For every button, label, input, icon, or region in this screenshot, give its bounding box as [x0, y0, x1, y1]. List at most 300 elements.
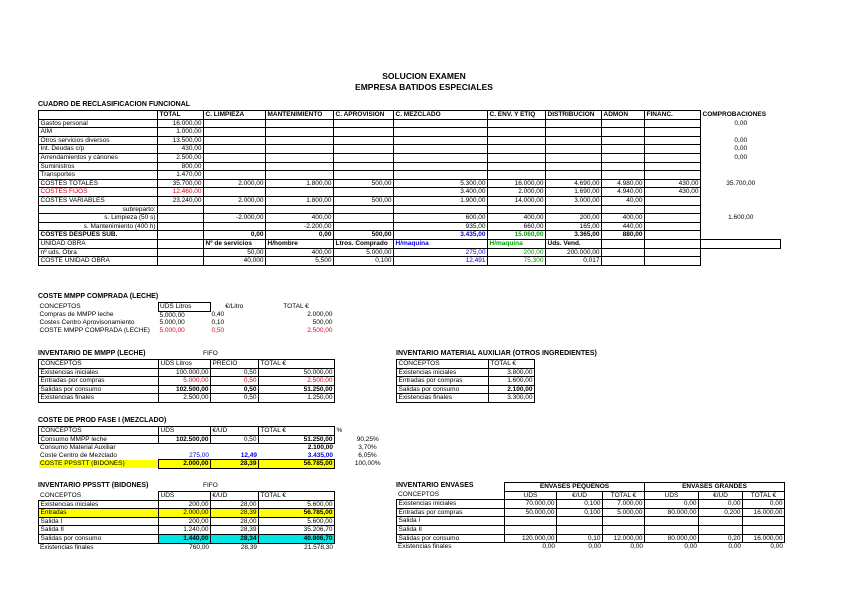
table-cell [645, 517, 699, 526]
table-cell [602, 162, 645, 171]
table-cell: 0,100 [334, 257, 394, 266]
table-cell [488, 119, 546, 128]
table-cell [645, 153, 701, 162]
table-cell [488, 136, 546, 145]
table-cell: 5.300,00 [394, 179, 488, 188]
table-cell [701, 222, 781, 231]
table-cell [204, 171, 266, 180]
inv-ppsstt-table [38, 491, 335, 551]
table-cell: 4.940,00 [602, 188, 645, 197]
table-row [39, 517, 335, 526]
reclassification-table [38, 110, 781, 266]
table-cell: 102.500,00 [159, 435, 211, 444]
table-cell [699, 517, 743, 526]
table-cell: Arrendamientos y cánones [39, 153, 158, 162]
table-row [39, 196, 781, 205]
table-cell [334, 214, 394, 223]
table-cell [603, 517, 645, 526]
table-cell: Existencias iniciales [397, 368, 489, 377]
table-cell [204, 145, 266, 154]
table-cell [645, 257, 701, 266]
table-cell: Salidas por consumo [397, 385, 489, 394]
table-cell: TOTAL [158, 111, 204, 120]
table-cell: Entradas [39, 509, 159, 518]
table-cell [488, 171, 546, 180]
table-cell [645, 128, 701, 137]
table-cell: 2.000,00 [159, 509, 211, 518]
table-cell [266, 145, 334, 154]
table-cell [602, 153, 645, 162]
table-row [39, 500, 335, 509]
table-cell: 0,00 [645, 500, 699, 509]
table-cell: 0,00 [734, 153, 748, 161]
table-cell [699, 525, 743, 534]
table-cell: 275,00 [394, 248, 488, 257]
prod-table [38, 426, 401, 469]
table-cell: 1.240,00 [159, 526, 211, 535]
table-cell [701, 128, 781, 137]
table-cell: 2.000,00 [204, 179, 266, 188]
table-row [39, 435, 401, 444]
table-cell: 120.000,00 [505, 534, 557, 543]
table-cell [211, 444, 259, 452]
table-cell [645, 196, 701, 205]
table-cell [334, 171, 394, 180]
page-title: SOLUCION EXAMEN [382, 71, 466, 81]
table-cell [334, 205, 394, 214]
table-cell: 430,00 [645, 188, 701, 197]
table-cell: Salidas por consumo [397, 534, 505, 543]
table-cell [394, 171, 488, 180]
table-cell: 500,00 [312, 319, 333, 327]
table-cell [645, 162, 701, 171]
table-cell: 1.800,00 [266, 196, 334, 205]
table-cell [505, 525, 557, 534]
table-cell: PRECIO [211, 360, 259, 369]
table-cell [394, 128, 488, 137]
table-cell: 0,100 [557, 508, 603, 517]
table-cell: 4.690,00 [546, 179, 602, 188]
table-cell: 200.000,00 [546, 248, 602, 257]
table-cell: ENVASES GRANDES [645, 483, 785, 492]
table-cell: 0,50 [211, 377, 259, 386]
table-cell: 0,00 [734, 136, 748, 144]
table-cell: UNIDAD OBRA [39, 239, 158, 248]
table-row [39, 179, 781, 188]
table-cell [645, 205, 701, 214]
table-cell: UDS [645, 491, 699, 500]
table-row [39, 257, 781, 266]
table-cell: 0,50 [211, 326, 225, 334]
table-row [39, 205, 781, 214]
table-cell [488, 153, 546, 162]
table-cell: CONCEPTOS [39, 360, 159, 369]
table-cell: 1.800,00 [266, 179, 334, 188]
table-row [397, 500, 785, 509]
table-row [39, 248, 781, 257]
table-row [397, 508, 785, 517]
table-row [38, 319, 334, 327]
table-cell: 0,00 [699, 500, 743, 509]
table-cell: 2.500,00 [259, 377, 335, 386]
table-cell [645, 136, 701, 145]
table-row [39, 460, 401, 469]
table-cell: 200,00 [546, 214, 602, 223]
table-cell: 0,10 [211, 319, 225, 327]
table-cell [743, 517, 785, 526]
table-cell: -2.200,00 [266, 222, 334, 231]
table-row [39, 385, 335, 394]
table-cell: 16.000,00 [743, 508, 785, 517]
table-cell [602, 248, 645, 257]
table-cell: 12,491 [394, 257, 488, 266]
table-cell: UDS Litros [159, 360, 211, 369]
table-cell: 5.000,00 [159, 326, 185, 334]
table-cell [602, 239, 645, 248]
table-cell: CONCEPTOS [398, 491, 440, 499]
table-cell [546, 145, 602, 154]
table-row [39, 171, 781, 180]
table-cell: 0,200 [699, 508, 743, 517]
table-cell: 760,00 [189, 543, 209, 551]
table-cell: 0,00 [684, 543, 698, 551]
table-cell: Compras de MMPP leche [39, 311, 114, 319]
table-cell: Salida II [39, 526, 159, 535]
table-row [38, 327, 334, 335]
table-cell: CONCEPTOS [39, 427, 159, 436]
table-cell [602, 136, 645, 145]
table-row [39, 136, 781, 145]
table-cell: COMPROBACIONES [702, 111, 767, 118]
table-cell: 2.100,00 [307, 444, 333, 452]
prod-title: COSTE DE PROD FASE I (MEZCLADO) [38, 417, 167, 424]
table-cell [645, 214, 701, 223]
table-cell: 56.785,00 [259, 509, 335, 518]
table-row [39, 231, 781, 240]
table-cell: Existencias finales [397, 394, 489, 403]
table-cell: 0,00 [734, 145, 748, 153]
table-cell: 400,00 [602, 214, 645, 223]
table-cell: 0,10 [557, 534, 603, 543]
table-header-row [39, 111, 781, 120]
table-cell: 2.500,00 [158, 153, 204, 162]
table-cell: 600,00 [394, 214, 488, 223]
table-row [39, 162, 781, 171]
inv-aux-table [396, 359, 535, 403]
table-header-row [39, 427, 401, 436]
table-cell: Entradas por compras [397, 377, 489, 386]
table-cell: H/maquina [394, 239, 488, 248]
table-cell [505, 517, 557, 526]
table-cell: 100.000,00 [159, 368, 211, 377]
table-cell: 3.400,00 [394, 188, 488, 197]
table-cell: Existencias iniciales [39, 368, 159, 377]
table-cell: 500,00 [334, 179, 394, 188]
table-cell [645, 239, 701, 248]
table-cell: Int. Deudas c/p [39, 145, 158, 154]
table-cell [266, 205, 334, 214]
inv-mmpp-method: FIFO [203, 350, 218, 357]
table-row [39, 214, 781, 223]
table-cell: 0,00 [734, 119, 748, 127]
inv-ppsstt-method: FIFO [203, 482, 218, 489]
table-cell [394, 162, 488, 171]
table-cell: Entradas por compras [397, 508, 505, 517]
table-cell [546, 171, 602, 180]
table-row [39, 368, 335, 377]
table-cell: 35.700,00 [158, 179, 204, 188]
table-cell: 5,500 [266, 257, 334, 266]
table-cell: 200,00 [159, 500, 211, 509]
table-cell [204, 119, 266, 128]
table-cell: 1.000,00 [158, 128, 204, 137]
table-cell: H/maquina [488, 239, 546, 248]
table-cell: 56.785,00 [259, 460, 335, 469]
table-cell [701, 171, 781, 180]
table-cell [701, 162, 781, 171]
table-cell: 2.000,00 [307, 311, 333, 319]
table-cell [645, 248, 701, 257]
table-cell [488, 145, 546, 154]
table-cell [266, 162, 334, 171]
table-row [39, 526, 335, 535]
table-cell: Salida II [397, 525, 505, 534]
table-cell [266, 119, 334, 128]
table-cell [394, 119, 488, 128]
table-header-row [39, 360, 335, 369]
table-cell [602, 171, 645, 180]
table-cell: 5.600,00 [259, 517, 335, 526]
table-cell: 12.460,00 [158, 188, 204, 197]
table-row [397, 534, 785, 543]
table-cell [602, 145, 645, 154]
mmpp-table [38, 302, 334, 334]
table-cell [602, 205, 645, 214]
table-cell: 40,00 [602, 196, 645, 205]
table-cell: 5.000,00 [159, 319, 185, 327]
table-cell: 1.470,00 [158, 171, 204, 180]
table-row [39, 534, 335, 543]
table-cell [158, 239, 204, 248]
table-cell: 880,00 [602, 231, 645, 240]
table-cell [394, 205, 488, 214]
table-cell [159, 444, 211, 452]
table-cell [158, 257, 204, 266]
table-cell: 2.000,00 [204, 196, 266, 205]
table-cell: 430,00 [158, 145, 204, 154]
table-cell: ADMON [602, 111, 645, 120]
table-cell: 200,00 [159, 517, 211, 526]
table-cell: C. MEZCLADO [394, 111, 488, 120]
table-cell: 16.000,00 [488, 179, 546, 188]
table-cell: 100,00% [354, 460, 381, 468]
table-cell [645, 525, 699, 534]
table-cell [603, 525, 645, 534]
table-cell: 102.500,00 [159, 385, 211, 394]
inv-env-table [396, 482, 785, 551]
table-cell: 40.806,70 [259, 534, 335, 543]
table-cell: FINANC. [645, 111, 701, 120]
table-cell: TOTAL € [489, 360, 535, 369]
table-cell [701, 205, 781, 214]
table-cell: UDS [159, 427, 211, 436]
table-cell: CONCEPTOS [39, 303, 81, 310]
table-cell [397, 483, 505, 492]
table-cell [204, 162, 266, 171]
table-cell: C. ENV. Y ETIQ [488, 111, 546, 120]
table-cell: 5.000,00 [603, 508, 645, 517]
inv-env-title: INVENTARIO ENVASES [396, 482, 474, 489]
table-cell: 430,00 [645, 179, 701, 188]
table-cell: 0,00 [204, 231, 266, 240]
table-cell: 0,50 [211, 385, 259, 394]
table-cell: Consumo Material Auxiliar [40, 444, 116, 452]
table-cell: 12.000,00 [603, 534, 645, 543]
table-cell: 0,017 [546, 257, 602, 266]
table-cell: Salida I [397, 517, 505, 526]
table-cell: 7.000,00 [603, 500, 645, 509]
table-cell: 40,000 [204, 257, 266, 266]
table-cell: 1.600,00 [489, 377, 535, 386]
table-cell: 28,39 [211, 526, 259, 535]
page-subtitle: EMPRESA BATIDOS ESPECIALES [355, 82, 493, 92]
table-row [39, 452, 401, 460]
table-cell: CONCEPTOS [397, 360, 489, 369]
table-row [39, 444, 401, 452]
table-cell: 28,00 [211, 517, 259, 526]
table-cell: 0,00 [588, 543, 601, 551]
table-cell [334, 128, 394, 137]
table-cell: Transportes [39, 171, 158, 180]
table-cell [488, 128, 546, 137]
table-cell [158, 231, 204, 240]
table-cell [266, 188, 334, 197]
table-cell: AIM [39, 128, 158, 137]
table-cell: H/hombre [266, 239, 334, 248]
table-row [39, 128, 781, 137]
table-cell: 660,00 [488, 222, 546, 231]
table-cell: Otros servicios diversos [39, 136, 158, 145]
table-cell: 80.000,00 [645, 534, 699, 543]
table-cell: 500,00 [334, 196, 394, 205]
table-cell [334, 136, 394, 145]
table-cell: TOTAL € [259, 360, 335, 369]
table-row [39, 119, 781, 128]
table-cell: Salidas por consumo [39, 385, 159, 394]
table-cell [645, 119, 701, 128]
table-cell: Costes Centro Aprovisonamiento [39, 319, 135, 327]
table-cell: TOTAL € [283, 303, 309, 310]
table-cell: 0,50 [211, 368, 259, 377]
table-cell: Uds. Vend. [546, 239, 602, 248]
table-cell: 400,00 [266, 214, 334, 223]
table-cell: subreparto: [39, 205, 158, 214]
table-cell: 0,00 [770, 543, 784, 551]
table-cell: COSTES TOTALES [39, 179, 158, 188]
table-cell: 3.000,00 [546, 196, 602, 205]
table-cell [645, 231, 701, 240]
table-row [397, 517, 785, 526]
table-cell: 5.600,00 [259, 500, 335, 509]
inv-aux-title: INVENTARIO MATERIAL AUXILIAR (OTROS INGREDIENTES) [396, 350, 597, 357]
table-row [39, 188, 781, 197]
table-cell [266, 136, 334, 145]
table-row [39, 543, 335, 551]
table-cell: 0,20 [699, 534, 743, 543]
table-row [397, 543, 785, 551]
cuadro-title: CUADRO DE RECLASIFICACION FUNCIONAL [38, 101, 191, 108]
table-cell: -2.000,00 [204, 214, 266, 223]
table-cell: COSTES VARIABLES [39, 196, 158, 205]
table-cell: 935,00 [394, 222, 488, 231]
table-cell [546, 136, 602, 145]
table-cell: Suministros [39, 162, 158, 171]
table-cell: 3.435,00 [394, 231, 488, 240]
table-cell [334, 153, 394, 162]
inv-mmpp-table [38, 359, 335, 403]
table-cell: C. LIMPIEZA [204, 111, 266, 120]
table-cell [334, 162, 394, 171]
table-row [39, 394, 335, 403]
table-cell: 3.365,00 [546, 231, 602, 240]
table-cell [602, 257, 645, 266]
table-cell: 13.500,00 [158, 136, 204, 145]
table-cell: Consumo MMPP leche [39, 435, 159, 444]
table-cell: UDS [159, 492, 211, 501]
table-cell: 1.440,00 [159, 534, 211, 543]
table-cell [546, 153, 602, 162]
table-cell: 70.000,00 [505, 500, 557, 509]
table-cell [204, 153, 266, 162]
table-cell: 5.000,00 [159, 311, 185, 319]
table-cell: 28,39 [240, 543, 257, 551]
table-row [39, 145, 781, 154]
table-cell [701, 239, 781, 248]
table-cell [266, 128, 334, 137]
table-cell [488, 162, 546, 171]
table-cell: 200,00 [488, 248, 546, 257]
table-cell: €/UD [211, 492, 259, 501]
table-cell: 75,300 [488, 257, 546, 266]
table-cell: €/UD [557, 491, 603, 500]
table-cell [546, 119, 602, 128]
table-cell: 0,00 [728, 543, 742, 551]
table-cell: 0,00 [743, 500, 785, 509]
table-cell: 80.000,00 [645, 508, 699, 517]
table-cell [266, 171, 334, 180]
table-cell: 0,00 [266, 231, 334, 240]
table-cell: 3.300,00 [489, 394, 535, 403]
table-cell: 50.000,00 [505, 508, 557, 517]
table-cell [204, 205, 266, 214]
table-cell [701, 248, 781, 257]
table-cell [557, 517, 603, 526]
table-cell: UDS [505, 491, 557, 500]
table-cell: Existencias finales [398, 543, 452, 551]
table-cell [488, 205, 546, 214]
table-cell [394, 136, 488, 145]
table-cell [158, 205, 204, 214]
table-cell: 28,39 [211, 460, 259, 469]
table-cell: TOTAL € [259, 492, 335, 501]
table-cell: 6,05% [358, 452, 377, 460]
inv-ppsstt-title: INVENTARIO PPSSTT (BIDONES) [38, 482, 149, 489]
table-cell: 5.000,00 [159, 377, 211, 386]
table-cell [334, 222, 394, 231]
table-cell: 15.060,00 [488, 231, 546, 240]
table-cell: COSTE MMPP COMPRADA (LECHE) [39, 326, 150, 334]
table-cell: 50.000,00 [259, 368, 335, 377]
